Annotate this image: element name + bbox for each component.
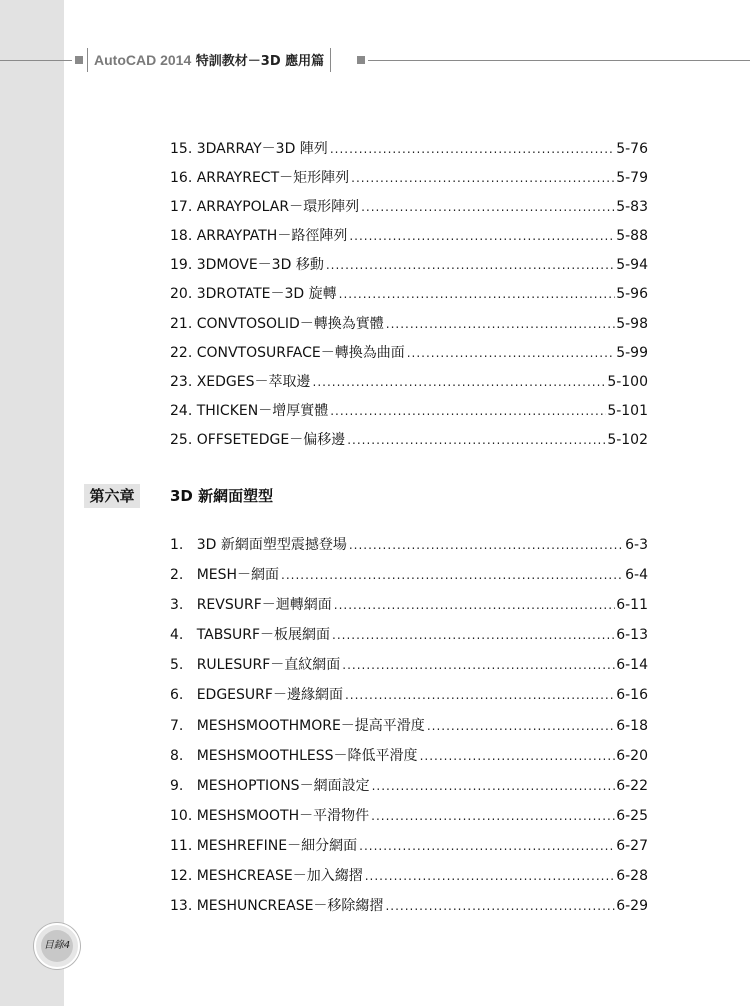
toc-leader: [349, 225, 615, 247]
toc-entry: [170, 167, 648, 189]
toc-entry-page: 6-25: [616, 808, 648, 824]
toc-entry: [170, 654, 648, 676]
header-title: [87, 48, 331, 72]
toc-entry-page: 5-79: [616, 170, 648, 186]
toc-entry: [170, 429, 648, 451]
toc-leader: [407, 342, 616, 364]
toc-leader: [359, 835, 615, 857]
toc-entry-label: 3. REVSURF－迴轉網面: [170, 597, 332, 613]
toc-entry-label: 11. MESHREFINE－細分網面: [170, 838, 358, 854]
toc-entry-page: 5-100: [607, 374, 648, 390]
toc-leader: [372, 775, 616, 797]
toc-entry: [170, 534, 648, 556]
toc-leader: [365, 865, 616, 887]
toc-entry-page: 6-16: [616, 687, 648, 703]
toc-leader: [332, 624, 615, 646]
toc-entry-page: 5-96: [616, 286, 648, 302]
toc-entry: [170, 283, 648, 305]
chapter-number-tag: 第六章: [84, 484, 140, 508]
toc-entry: [170, 138, 648, 160]
toc-leader: [385, 895, 615, 917]
toc-entry-page: 6-11: [616, 597, 648, 613]
toc-entry-label: 16. ARRAYRECT－矩形陣列: [170, 170, 350, 186]
toc-leader: [386, 313, 615, 335]
toc-entry-page: 6-27: [616, 838, 648, 854]
toc-entry-label: 10. MESHSMOOTH－平滑物件: [170, 808, 370, 824]
toc-entry-page: 6-3: [625, 537, 648, 553]
toc-entry-label: 25. OFFSETEDGE－偏移邊: [170, 432, 346, 448]
toc-entry-label: 24. THICKEN－增厚實體: [170, 403, 329, 419]
toc-leader: [349, 534, 624, 556]
toc-leader: [330, 138, 615, 160]
toc-entry-page: 5-98: [616, 316, 648, 332]
header-brand: AutoCAD 2014: [94, 52, 192, 68]
toc-entry-label: 15. 3DARRAY－3D 陣列: [170, 141, 328, 157]
header-subtitle: 特訓教材－3D 應用篇: [195, 54, 325, 69]
page-number-badge: [34, 923, 80, 969]
toc-entry: [170, 805, 648, 827]
toc-entry-page: 5-101: [607, 403, 648, 419]
toc-leader: [345, 684, 615, 706]
header-square-right: [357, 56, 365, 64]
toc-entry-page: 6-13: [616, 627, 648, 643]
toc-leader: [326, 254, 615, 276]
toc-leader: [371, 805, 615, 827]
toc-entry-label: 20. 3DROTATE－3D 旋轉: [170, 286, 337, 302]
toc-entry: [170, 371, 648, 393]
toc-entry-page: 6-22: [616, 778, 648, 794]
page-number-text: 目錄4: [41, 930, 73, 962]
running-header: [0, 0, 750, 80]
header-rule-right: [368, 60, 750, 61]
chapter-title: 3D 新網面塑型: [170, 487, 274, 505]
toc-entry-label: 9. MESHOPTIONS－網面設定: [170, 778, 370, 794]
toc-leader: [347, 429, 606, 451]
toc-entry-label: 4. TABSURF－板展網面: [170, 627, 331, 643]
toc-entry-label: 6. EDGESURF－邊緣網面: [170, 687, 343, 703]
toc-leader: [281, 564, 624, 586]
toc-entry: [170, 225, 648, 247]
toc-leader: [342, 654, 615, 676]
toc-entry: [170, 342, 648, 364]
toc-entry-page: 5-94: [616, 257, 648, 273]
toc-entry: [170, 594, 648, 616]
toc-entry-page: 5-76: [616, 141, 648, 157]
toc-leader: [330, 400, 606, 422]
toc-entry: [170, 865, 648, 887]
toc-leader: [334, 594, 615, 616]
toc-entry: [170, 684, 648, 706]
toc-entry: [170, 775, 648, 797]
toc-entry-label: 23. XEDGES－萃取邊: [170, 374, 311, 390]
toc-entry-page: 5-102: [607, 432, 648, 448]
toc-entry: [170, 715, 648, 737]
toc-entry: [170, 745, 648, 767]
toc-entry-page: 6-4: [625, 567, 648, 583]
toc-entry: [170, 564, 648, 586]
toc-entry-label: 8. MESHSMOOTHLESS－降低平滑度: [170, 748, 418, 764]
toc-entry-label: 18. ARRAYPATH－路徑陣列: [170, 228, 348, 244]
toc-entry-label: 21. CONVTOSOLID－轉換為實體: [170, 316, 384, 332]
toc-entry: [170, 196, 648, 218]
toc-leader: [427, 715, 615, 737]
header-square-left: [75, 56, 83, 64]
toc-entry-label: 5. RULESURF－直紋網面: [170, 657, 341, 673]
toc-entry-page: 5-83: [616, 199, 648, 215]
toc-entry-page: 6-20: [616, 748, 648, 764]
toc-leader: [351, 167, 615, 189]
toc-entry: [170, 895, 648, 917]
toc-entry: [170, 624, 648, 646]
toc-leader: [420, 745, 616, 767]
toc-entry-page: 6-18: [616, 718, 648, 734]
toc-leader: [361, 196, 615, 218]
toc-entry: [170, 835, 648, 857]
header-rule-left: [0, 60, 72, 61]
toc-entry-label: 12. MESHCREASE－加入縐摺: [170, 868, 363, 884]
toc-entry-label: 22. CONVTOSURFACE－轉換為曲面: [170, 345, 405, 361]
toc-entry-label: 13. MESHUNCREASE－移除縐摺: [170, 898, 384, 914]
toc-leader: [339, 283, 616, 305]
toc-entry-label: 19. 3DMOVE－3D 移動: [170, 257, 324, 273]
toc-entry-page: 5-99: [616, 345, 648, 361]
toc-entry-label: 17. ARRAYPOLAR－環形陣列: [170, 199, 360, 215]
toc-entry-page: 6-29: [616, 898, 648, 914]
toc-entry-label: 2. MESH－網面: [170, 567, 280, 583]
toc-leader: [313, 371, 607, 393]
toc-entry: [170, 313, 648, 335]
toc-entry: [170, 400, 648, 422]
toc-entry-page: 5-88: [616, 228, 648, 244]
left-margin-band: [0, 0, 64, 1006]
toc-entry-label: 1. 3D 新網面塑型震撼登場: [170, 537, 347, 553]
toc-entry-label: 7. MESHSMOOTHMORE－提高平滑度: [170, 718, 425, 734]
toc-entry: [170, 254, 648, 276]
toc-entry-page: 6-14: [616, 657, 648, 673]
toc-entry-page: 6-28: [616, 868, 648, 884]
